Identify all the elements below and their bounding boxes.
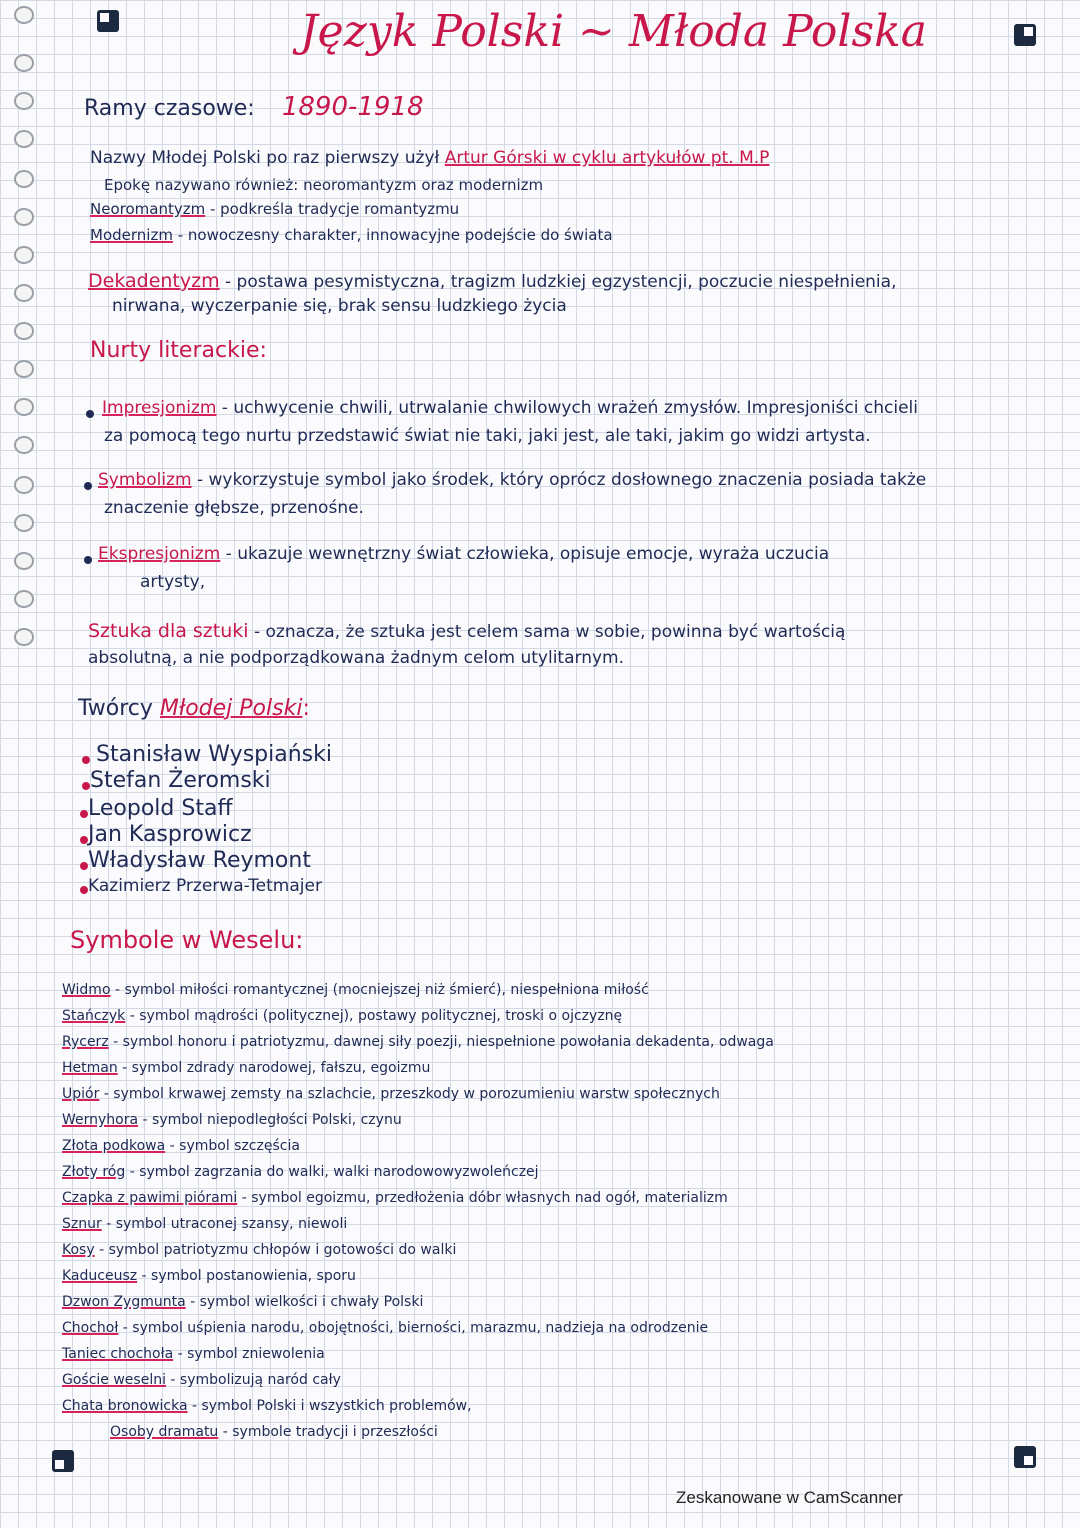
nurt-term: Symbolizm (98, 470, 192, 490)
dekadentyzm-line-2: nirwana, wyczerpanie się, brak sensu ludzkiego życia (112, 296, 567, 316)
bullet-icon (82, 756, 90, 764)
bullet-icon (84, 482, 92, 490)
bullet-icon (80, 886, 88, 894)
symbol-item: Taniec chochoła - symbol zniewolenia (62, 1346, 325, 1362)
symbol-item: Goście weselni - symbolizują naród cały (62, 1372, 341, 1388)
bullet-icon (86, 410, 94, 418)
nurt-term: Ekspresjonizm (98, 544, 221, 564)
term-sztuka-dla-sztuki: Sztuka dla sztuki (88, 620, 249, 642)
bullet-icon (80, 810, 88, 818)
term-neoromantyzm: Neoromantyzm (90, 200, 206, 218)
symbol-item: Złota podkowa - symbol szczęścia (62, 1138, 300, 1154)
timeframe-label: Ramy czasowe: (84, 96, 255, 121)
nurt-item-line-2: znaczenie głębsze, przenośne. (104, 498, 364, 518)
author-list-item: Stanisław Wyspiański (96, 742, 332, 767)
page-title: Język Polski ~ Młoda Polska (300, 6, 927, 57)
sztuka-line-1: Sztuka dla sztuki - oznacza, że sztuka jest celem sama w sobie, powinna być wartością (88, 620, 846, 642)
term-dekadentyzm: Dekadentyzm (88, 270, 220, 292)
nurt-term: Impresjonizm (102, 398, 217, 418)
intro-line-4: Modernizm - nowoczesny charakter, innowacyjne podejście do świata (90, 226, 613, 244)
symbol-item: Osoby dramatu - symbole tradycji i przeszłości (110, 1424, 438, 1440)
nurt-item-line-2: za pomocą tego nurtu przedstawić świat nie taki, jaki jest, ale taki, jakim go widzi artysta. (104, 426, 871, 446)
symbol-item: Widmo - symbol miłości romantycznej (mocniejszej niż śmierć), niespełniona miłość (62, 982, 649, 998)
bullet-icon (84, 556, 92, 564)
symbol-item: Hetman - symbol zdrady narodowej, fałszu, egoizmu (62, 1060, 431, 1076)
author-list-item: Jan Kasprowicz (88, 822, 252, 847)
author-list-item: Leopold Staff (88, 796, 233, 821)
author-list-item: Władysław Reymont (88, 848, 311, 873)
bullet-icon (80, 836, 88, 844)
intro-line-2: Epokę nazywano również: neoromantyzm oraz modernizm (104, 176, 544, 194)
symbol-item: Kaduceusz - symbol postanowienia, sporu (62, 1268, 356, 1284)
sztuka-line-2: absolutną, a nie podporządkowana żadnym celom utylitarnym. (88, 648, 625, 668)
scanner-watermark: Zeskanowane w CamScanner (676, 1488, 903, 1507)
bullet-icon (82, 782, 90, 790)
dekadentyzm-line-1: Dekadentyzm - postawa pesymistyczna, tragizm ludzkiej egzystencji, poczucie niespełnienia, (88, 270, 897, 292)
symbol-item: Stańczyk - symbol mądrości (politycznej), postawy politycznej, troski o ojczyznę (62, 1008, 623, 1024)
symbol-item: Dzwon Zygmunta - symbol wielkości i chwały Polski (62, 1294, 424, 1310)
symbol-item: Sznur - symbol utraconej szansy, niewoli (62, 1216, 348, 1232)
spiral-binding (0, 0, 40, 1528)
timeframe-value: 1890-1918 (281, 92, 424, 122)
scan-corner-marker-icon (52, 1450, 74, 1472)
author-name: Artur Górski w cyklu artykułów pt. M.P (444, 148, 770, 168)
author-list-item: Kazimierz Przerwa-Tetmajer (88, 876, 322, 896)
nurt-item-line-2: artysty, (140, 572, 206, 592)
scan-corner-marker-icon (1014, 24, 1036, 46)
nurt-item-line-1: Impresjonizm - uchwycenie chwili, utrwalanie chwilowych wrażeń zmysłów. Impresjoniści chcieli (102, 398, 918, 418)
nurt-item-line-1: Symbolizm - wykorzystuje symbol jako środek, który oprócz dosłownego znaczenia posiada także (98, 470, 927, 490)
scan-corner-marker-icon (97, 10, 119, 32)
symbol-item: Rycerz - symbol honoru i patriotyzmu, dawnej siły poezji, niespełnione powołania dekadenta, odwaga (62, 1034, 774, 1050)
scan-corner-marker-icon (1014, 1446, 1036, 1468)
intro-line-3: Neoromantyzm - podkreśla tradycje romantyzmu (90, 200, 460, 218)
nurty-heading: Nurty literackie: (90, 338, 267, 363)
symbol-item: Kosy - symbol patriotyzmu chłopów i gotowości do walki (62, 1242, 457, 1258)
bullet-icon (80, 862, 88, 870)
symbol-item: Chata bronowicka - symbol Polski i wszystkich problemów, (62, 1398, 472, 1414)
term-modernizm: Modernizm (90, 226, 173, 244)
author-list-item: Stefan Żeromski (90, 768, 271, 793)
nurt-item-line-1: Ekspresjonizm - ukazuje wewnętrzny świat człowieka, opisuje emocje, wyraża uczucia (98, 544, 830, 564)
symbol-item: Wernyhora - symbol niepodległości Polski, czynu (62, 1112, 402, 1128)
intro-line-1: Nazwy Młodej Polski po raz pierwszy użył Artur Górski w cyklu artykułów pt. M.P (90, 148, 770, 168)
symbol-item: Chochoł - symbol uśpienia narodu, obojętności, bierności, marazmu, nadzieja na odrodzenie (62, 1320, 709, 1336)
symbol-item: Upiór - symbol krwawej zemsty na szlachcie, przeszkody w porozumieniu warstw społecznych (62, 1086, 720, 1102)
symbole-heading: Symbole w Weselu: (70, 926, 304, 954)
tworcy-heading: Twórcy Młodej Polski: (78, 696, 310, 721)
symbol-item: Czapka z pawimi piórami - symbol egoizmu, przedłożenia dóbr własnych nad ogół, materializm (62, 1190, 728, 1206)
symbol-item: Złoty róg - symbol zagrzania do walki, walki narodowowyzwoleńczej (62, 1164, 539, 1180)
timeframe (84, 92, 424, 122)
